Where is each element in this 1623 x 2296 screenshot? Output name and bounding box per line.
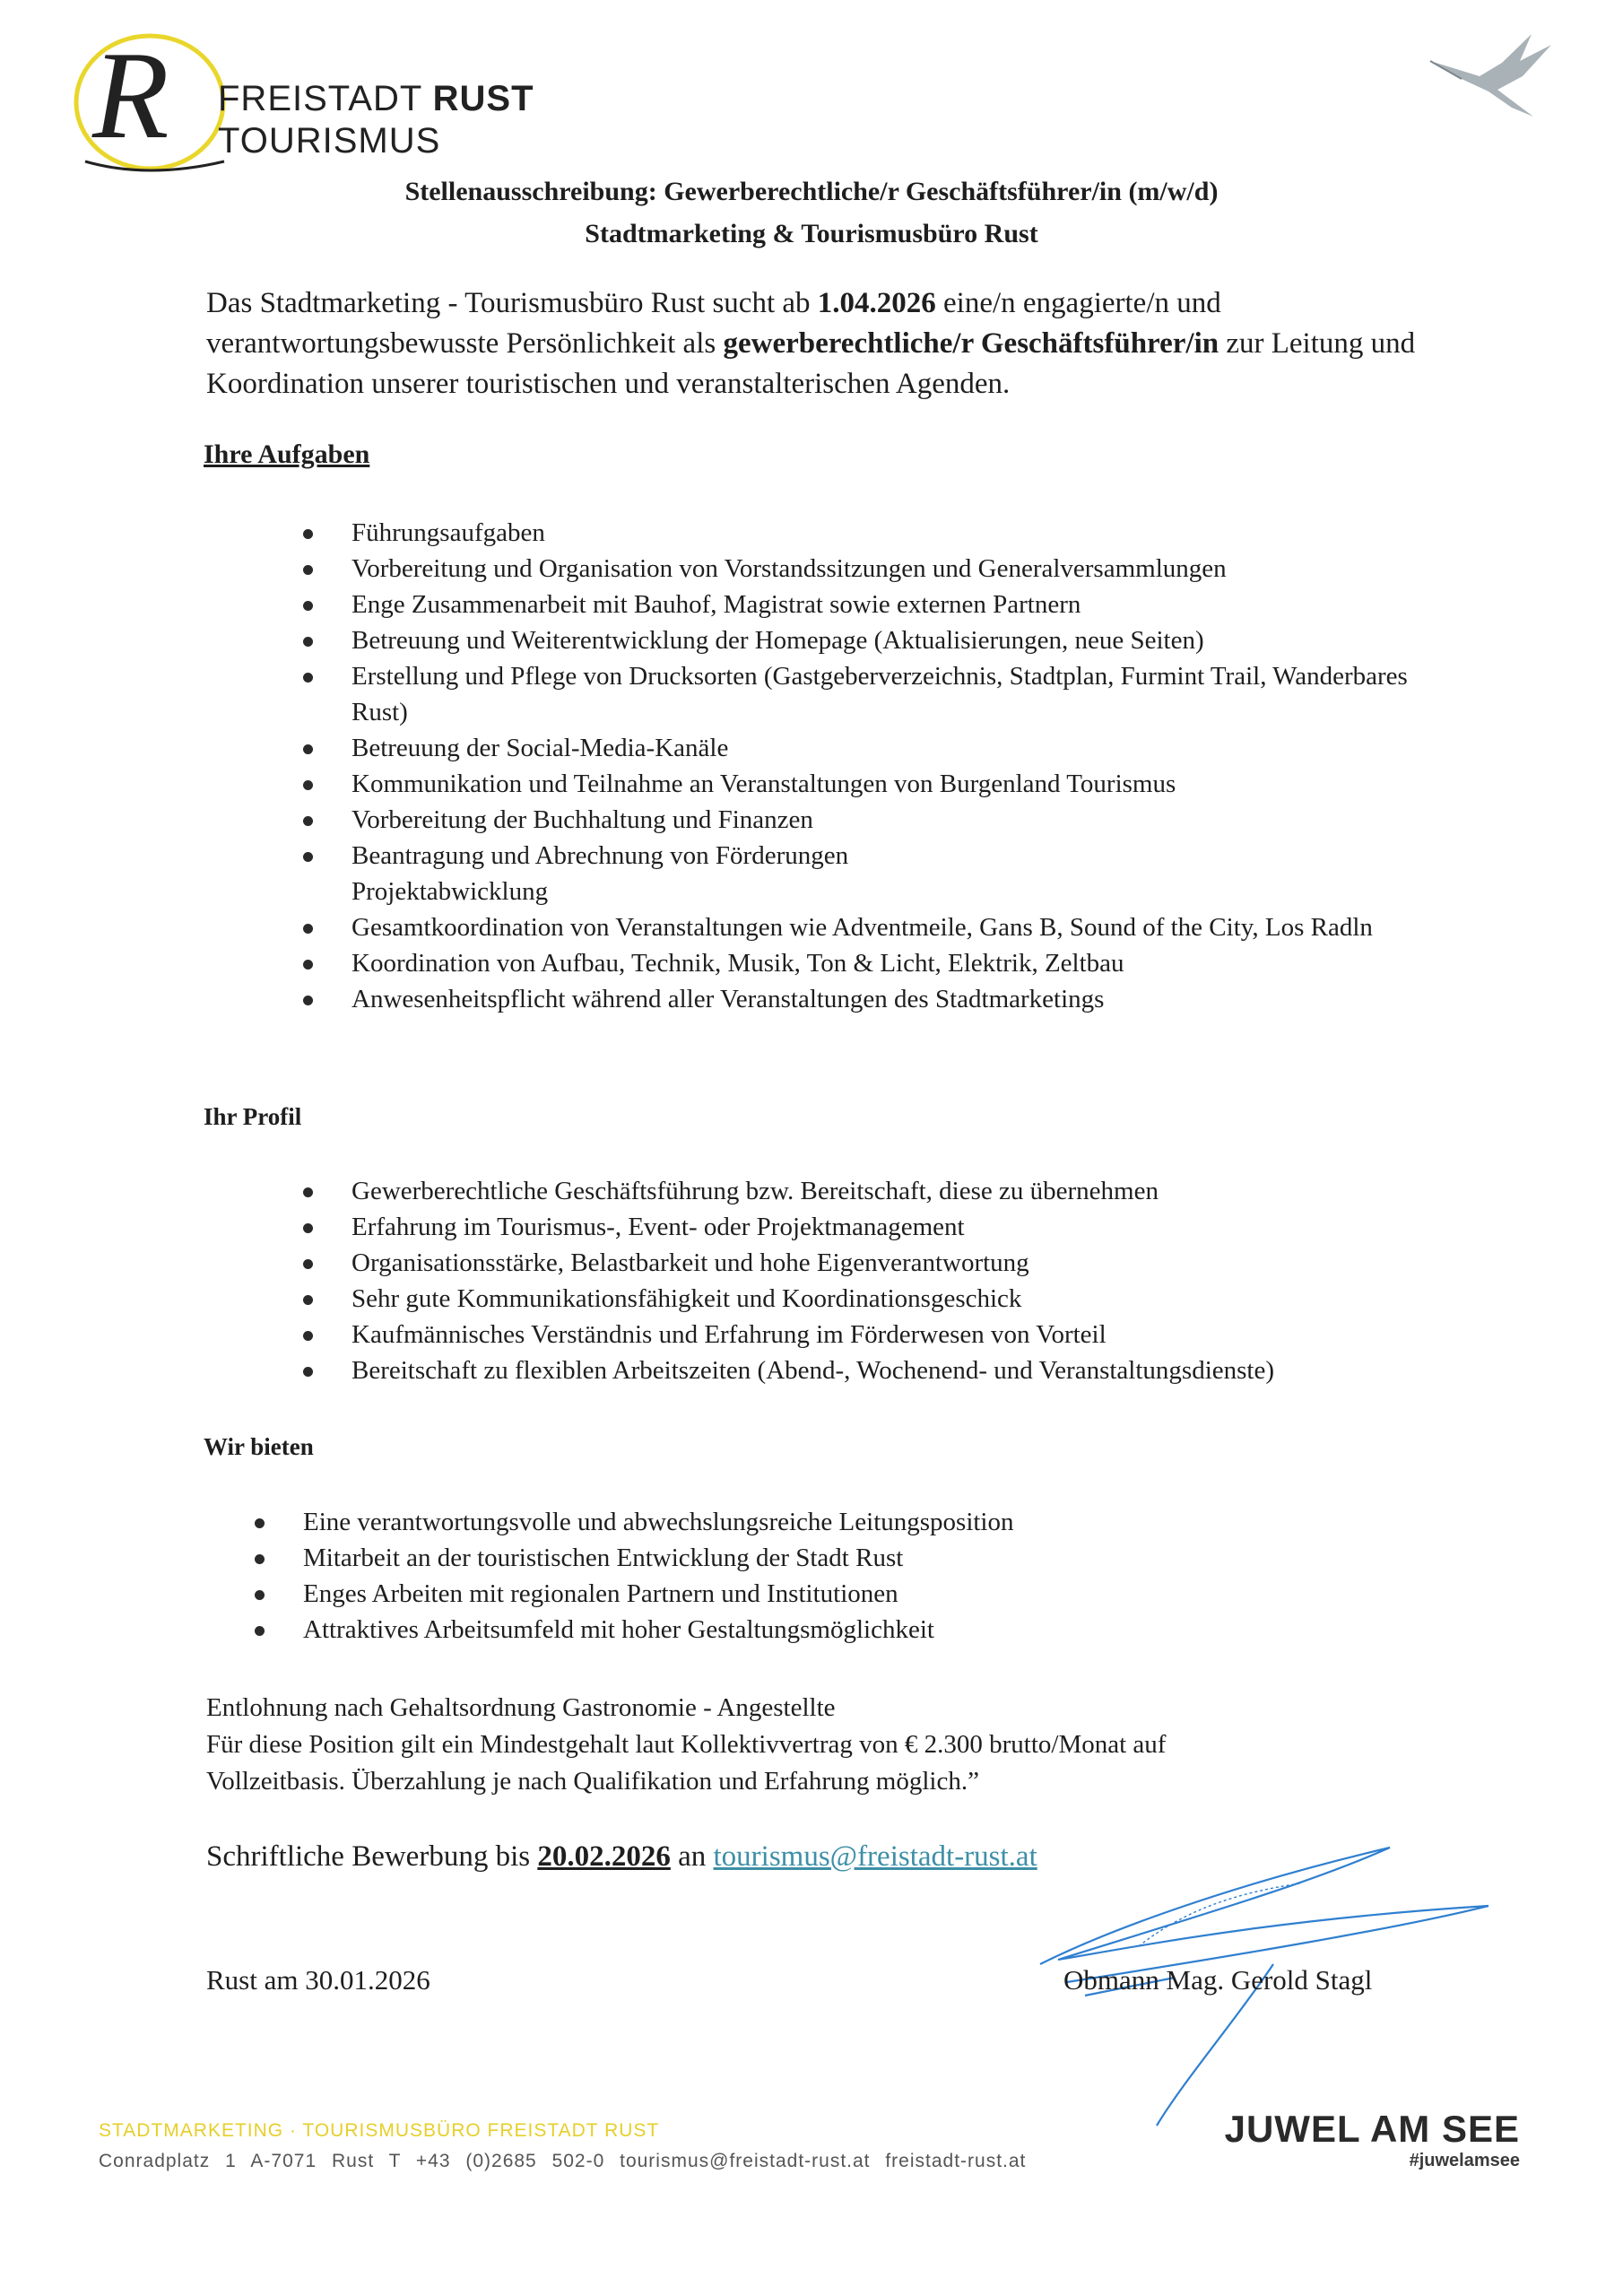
section-heading-profil: Ihr Profil <box>204 1103 302 1130</box>
bullet-icon <box>255 1626 265 1636</box>
freistadt-rust-logo <box>67 27 534 179</box>
logo-line2: TOURISMUS <box>218 121 441 161</box>
list-item: Beantragung und Abrechnung von Förderungen Projektabwicklung <box>352 838 1517 909</box>
list-item: Anwesenheitspflicht während aller Veranstaltungen des Stadtmarketings <box>352 981 1517 1017</box>
list-item: Koordination von Aufbau, Technik, Musik, Ton & Licht, Elektrik, Zeltbau <box>352 945 1517 981</box>
list-item: Enges Arbeiten mit regionalen Partnern und Institutionen <box>303 1576 1469 1612</box>
aufgaben-list <box>352 515 1517 1017</box>
email-link[interactable]: tourismus@freistadt-rust.at <box>713 1840 1037 1873</box>
list-item: Kaufmännisches Verständnis und Erfahrung im Förderwesen von Vorteil <box>352 1317 1517 1352</box>
salary-paragraph <box>206 1690 1462 1800</box>
bullet-icon <box>303 1187 313 1197</box>
intro-paragraph: Das Stadtmarketing - Tourismusbüro Rust sucht ab 1.04.2026 eine/n engagierte/n und verantwortungsbewusste Persönlichkeit als gewerberechtliche/r Geschäftsführer/in zur Leitung und Koordination unserer touristischen und veranstalterischen Agenden. <box>206 287 1416 400</box>
footer-brand <box>1225 2108 1520 2171</box>
footer-brand-title: JUWEL AM SEE <box>1224 2108 1520 2150</box>
bullet-icon <box>255 1554 265 1564</box>
bullet-icon <box>303 601 313 611</box>
title-line-1: Stellenausschreibung: Gewerberechtliche/r Geschäftsführer/in (m/w/d) <box>404 177 1219 206</box>
footer-contact: Conradplatz 1 A-7071 Rust T +43 (0)2685 502-0 tourismus@freistadt-rust.at freistadt-rust.at <box>99 2151 1027 2171</box>
title-line-2: Stadtmarketing & Tourismusbüro Rust <box>585 219 1038 248</box>
list-item: Vorbereitung und Organisation von Vorstandssitzungen und Generalversammlungen <box>352 551 1517 587</box>
bullet-icon <box>303 996 313 1005</box>
bullet-icon <box>303 852 313 862</box>
salary-line-1: Entlohnung nach Gehaltsordnung Gastronomie - Angestellte <box>206 1693 836 1722</box>
bullet-icon <box>303 1295 313 1305</box>
bullet-icon <box>303 1367 313 1377</box>
footer-organization: STADTMARKETING · TOURISMUSBÜRO FREISTADT RUST <box>99 2120 660 2141</box>
list-item: Sehr gute Kommunikationsfähigkeit und Koordinationsgeschick <box>352 1281 1517 1317</box>
list-item: Mitarbeit an der touristischen Entwicklung der Stadt Rust <box>303 1540 1469 1576</box>
bullet-icon <box>303 565 313 575</box>
list-item: Erfahrung im Tourismus-, Event- oder Projektmanagement <box>352 1209 1517 1245</box>
logo-line1: FREISTADT RUST <box>218 79 534 118</box>
list-item: Organisationsstärke, Belastbarkeit und hohe Eigenverantwortung <box>352 1245 1517 1281</box>
bullet-icon <box>303 744 313 754</box>
logo-letter: R <box>92 26 169 165</box>
bieten-list <box>303 1504 1469 1648</box>
list-item: Betreuung der Social-Media-Kanäle <box>352 730 1517 766</box>
signer-name: Obmann Mag. Gerold Stagl <box>1063 1964 1373 1996</box>
salary-line-2: Für diese Position gilt ein Mindestgehalt laut Kollektivvertrag von € 2.300 brutto/Monat auf <box>206 1730 1167 1759</box>
list-item: Führungsaufgaben <box>352 515 1517 551</box>
bullet-icon <box>303 673 313 683</box>
section-heading-bieten: Wir bieten <box>204 1433 314 1460</box>
place-date: Rust am 30.01.2026 <box>206 1964 430 1996</box>
list-item: Enge Zusammenarbeit mit Bauhof, Magistrat sowie externen Partnern <box>352 587 1517 622</box>
list-item: Attraktives Arbeitsumfeld mit hoher Gestaltungsmöglichkeit <box>303 1612 1469 1648</box>
list-item: Eine verantwortungsvolle und abwechslungsreiche Leitungsposition <box>303 1504 1469 1540</box>
bullet-icon <box>303 1331 313 1341</box>
application-deadline: 20.02.2026 <box>537 1840 671 1873</box>
bullet-icon <box>303 816 313 826</box>
list-item: Bereitschaft zu flexiblen Arbeitszeiten (Abend-, Wochenend- und Veranstaltungsdienste) <box>352 1352 1517 1388</box>
list-item: Vorbereitung der Buchhaltung und Finanzen <box>352 802 1517 838</box>
list-item: Gewerberechtliche Geschäftsführung bzw. Bereitschaft, diese zu übernehmen <box>352 1173 1517 1209</box>
list-item: Betreuung und Weiterentwicklung der Homepage (Aktualisierungen, neue Seiten) <box>352 622 1517 658</box>
footer-hashtag: #juwelamsee <box>1409 2151 1520 2170</box>
bullet-icon <box>255 1590 265 1600</box>
bullet-icon <box>303 924 313 934</box>
bullet-icon <box>303 780 313 790</box>
bullet-icon <box>303 637 313 647</box>
stork-icon <box>1426 27 1560 126</box>
bullet-icon <box>303 960 313 970</box>
list-item: Kommunikation und Teilnahme an Veranstaltungen von Burgenland Tourismus <box>352 766 1517 802</box>
page-title <box>0 170 1623 255</box>
bullet-icon <box>255 1518 265 1528</box>
list-item: Erstellung und Pflege von Drucksorten (Gastgeberverzeichnis, Stadtplan, Furmint Trail, Wanderbares Rust) <box>352 658 1410 730</box>
salary-line-3: Vollzeitbasis. Überzahlung je nach Qualifikation und Erfahrung möglich.” <box>206 1767 979 1796</box>
application-line: Schriftliche Bewerbung bis 20.02.2026 an tourismus@freistadt-rust.at <box>206 1840 1037 1873</box>
bullet-icon <box>303 1223 313 1233</box>
bullet-icon <box>303 529 313 539</box>
bullet-icon <box>303 1259 313 1269</box>
list-item: Gesamtkoordination von Veranstaltungen wie Adventmeile, Gans B, Sound of the City, Los Radln <box>352 909 1410 945</box>
section-heading-aufgaben: Ihre Aufgaben <box>204 439 370 469</box>
profil-list <box>352 1173 1517 1388</box>
